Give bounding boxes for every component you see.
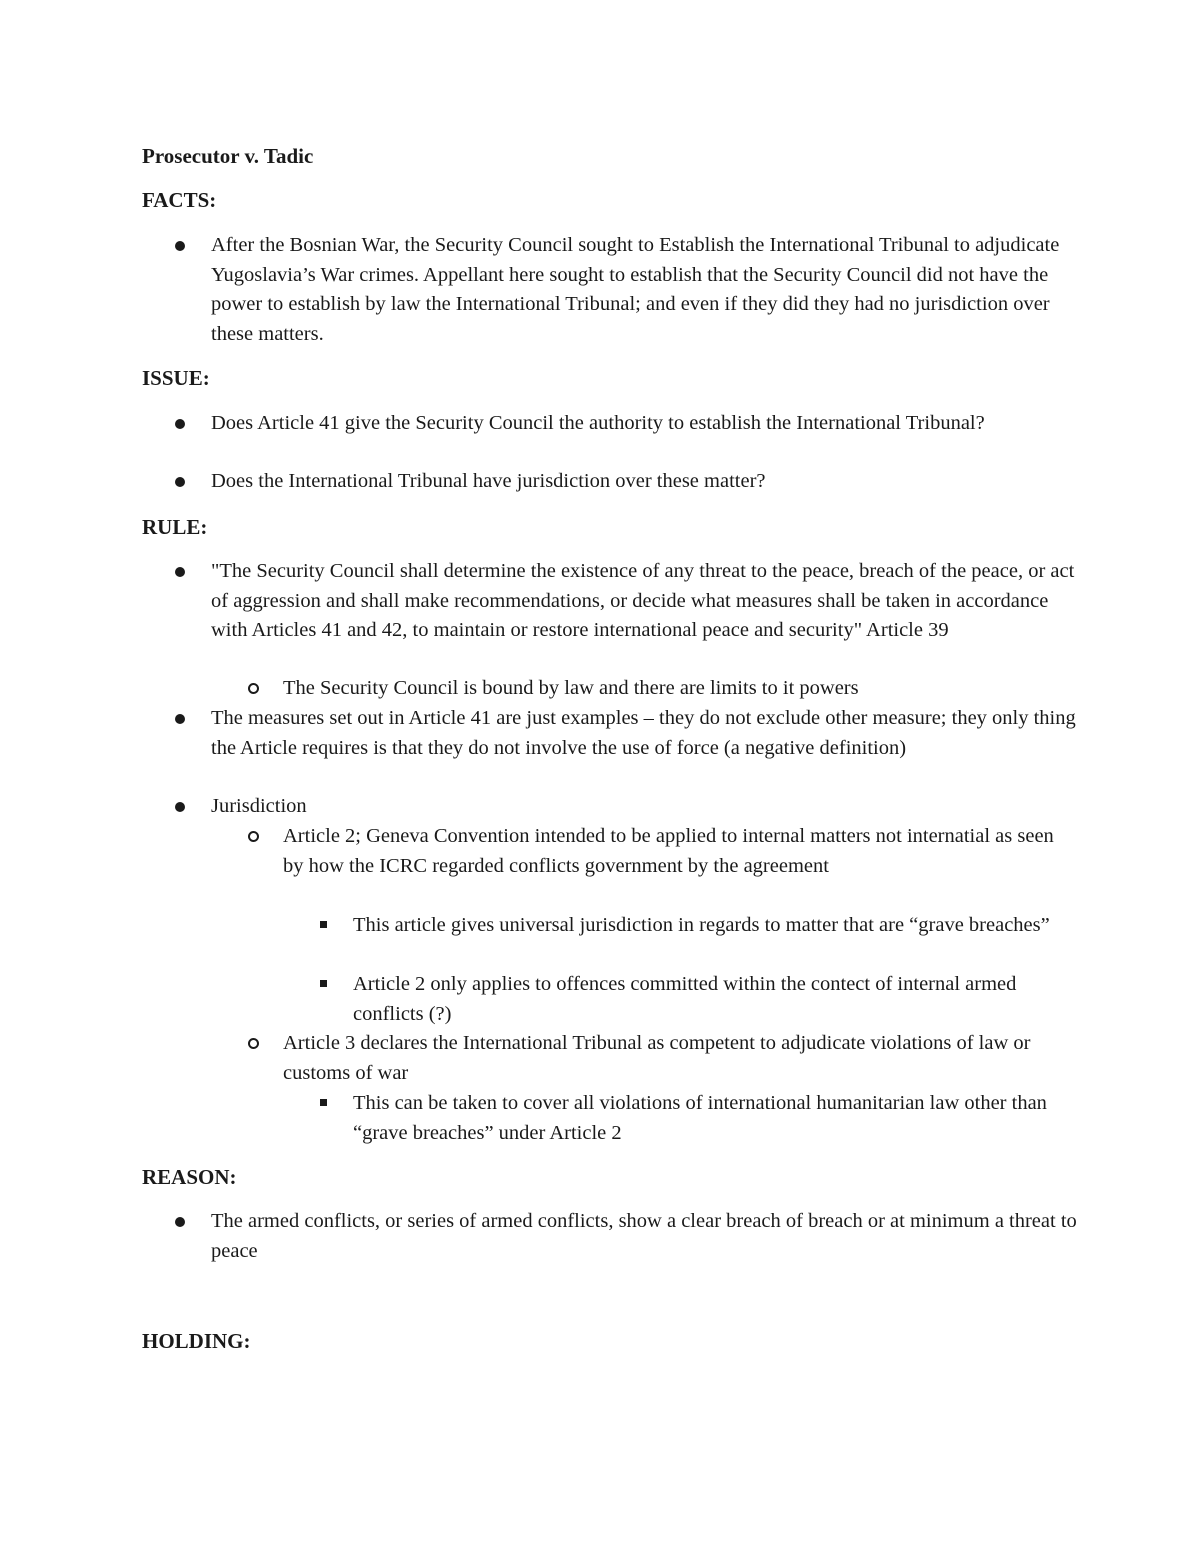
bullet-icon: [175, 802, 185, 812]
hollow-circle-bullet-icon: [248, 831, 259, 842]
reason-item: [211, 1207, 1081, 1266]
rule-item: [211, 704, 1081, 763]
hollow-circle-bullet-icon: [248, 1038, 259, 1049]
facts-item-text: After the Bosnian War, the Security Council sought to Establish the International Tribunal to adjudicate Yugoslavia’s War crimes. Appellant here sought to establish that the Security Council did not have the power to establish by law the International Tribunal; and even if they did they had no jurisdiction over these matters.: [211, 234, 1060, 345]
issue-item-text: Does the International Tribunal have jurisdiction over these matter?: [211, 470, 766, 492]
bullet-icon: [175, 241, 185, 251]
rule-subsubitem-text: This article gives universal jurisdiction in regards to matter that are “grave breaches”: [353, 914, 1050, 936]
bullet-icon: [175, 477, 185, 487]
issue-item-text: Does Article 41 give the Security Council the authority to establish the International Tribunal?: [211, 412, 985, 434]
facts-heading: FACTS:: [142, 188, 217, 212]
reason-heading: REASON:: [142, 1165, 237, 1189]
rule-subsubitem: [353, 911, 1073, 941]
document-title: Prosecutor v. Tadic: [142, 144, 314, 168]
issue-item: [211, 409, 1081, 439]
rule-item: [211, 557, 1081, 646]
rule-subsubitem-text: This can be taken to cover all violations of international humanitarian law other than “grave breaches” under Article 2: [353, 1092, 1047, 1144]
hollow-circle-bullet-icon: [248, 683, 259, 694]
rule-heading: RULE:: [142, 515, 208, 539]
rule-subitem: [283, 674, 1073, 704]
rule-item: [211, 792, 1081, 822]
rule-subitem: [283, 822, 1073, 881]
rule-subitem-text: Article 3 declares the International Tribunal as competent to adjudicate violations of law or customs of war: [283, 1032, 1031, 1084]
bullet-icon: [175, 567, 185, 577]
issue-heading: ISSUE:: [142, 366, 210, 390]
issue-item: [211, 467, 1081, 497]
rule-subsubitem-text: Article 2 only applies to offences committed within the contect of internal armed conflicts (?): [353, 973, 1017, 1025]
bullet-icon: [175, 419, 185, 429]
facts-item: [211, 231, 1081, 349]
rule-subsubitem: [353, 970, 1073, 1029]
rule-item-text: "The Security Council shall determine the existence of any threat to the peace, breach of the peace, or act of aggression and shall make recommendations, or decide what measures shall be taken in accordance with Articles 41 and 42, to maintain or restore international peace and security" Article 39: [211, 560, 1075, 641]
reason-item-text: The armed conflicts, or series of armed conflicts, show a clear breach of breach or at minimum a threat to peace: [211, 1210, 1077, 1262]
rule-subsubitem: [353, 1089, 1073, 1148]
holding-heading: HOLDING:: [142, 1329, 251, 1353]
bullet-icon: [175, 1217, 185, 1227]
rule-item-text: The measures set out in Article 41 are just examples – they do not exclude other measure; they only thing the Article requires is that they do not involve the use of force (a negative definition): [211, 707, 1076, 759]
square-bullet-icon: [320, 1099, 327, 1106]
bullet-icon: [175, 714, 185, 724]
rule-subitem: [283, 1029, 1073, 1088]
square-bullet-icon: [320, 921, 327, 928]
rule-subitem-text: Article 2; Geneva Convention intended to be applied to internal matters not internatial as seen by how the ICRC regarded conflicts government by the agreement: [283, 825, 1054, 877]
square-bullet-icon: [320, 980, 327, 987]
rule-subitem-text: The Security Council is bound by law and there are limits to it powers: [283, 677, 859, 699]
rule-item-text: Jurisdiction: [211, 795, 307, 817]
